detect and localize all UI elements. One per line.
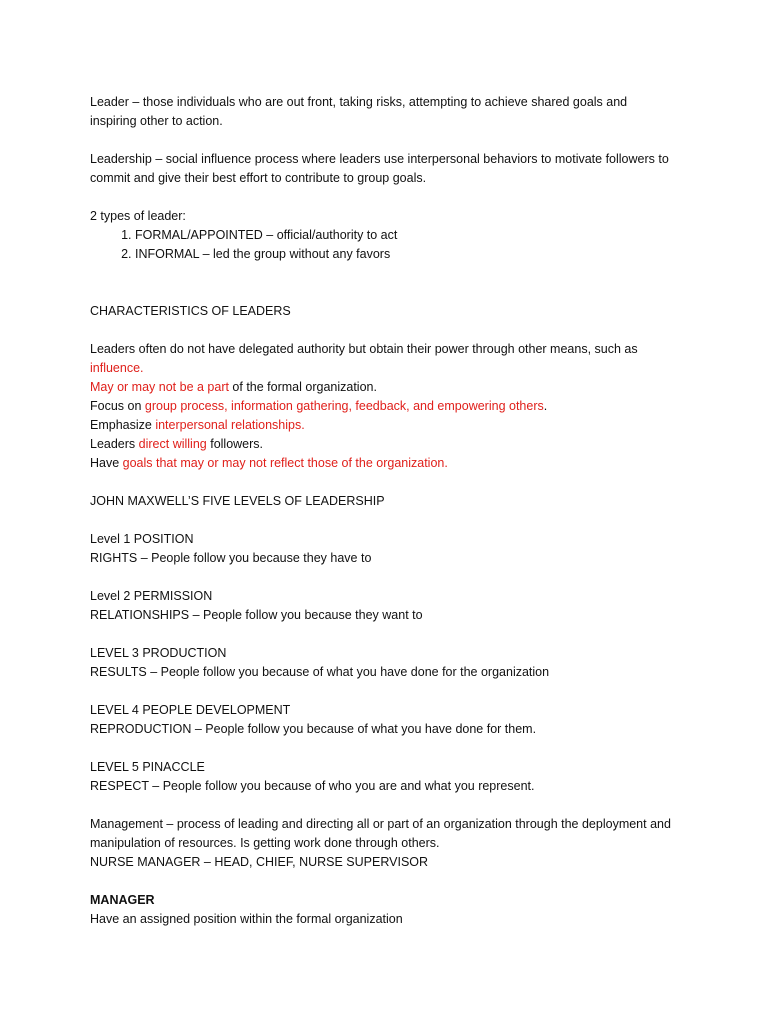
level-title: LEVEL 3 PRODUCTION (90, 646, 227, 660)
characteristic-line (90, 397, 672, 416)
list-item: 1. FORMAL/APPOINTED – official/authority to act (135, 226, 672, 245)
text-run: of the formal organization. (228, 380, 377, 394)
highlight-text: goals that may or may not reflect those of the organization. (122, 456, 448, 470)
highlight-text: direct willing (138, 437, 207, 451)
characteristic-line (90, 378, 672, 397)
characteristic-line (90, 435, 672, 454)
characteristic-line (90, 454, 672, 473)
level-description: RESPECT – People follow you because of who you are and what you represent. (90, 779, 535, 793)
level-description: RIGHTS – People follow you because they have to (90, 551, 372, 565)
highlight-text: group process, information gathering, feedback, and empowering others (144, 399, 544, 413)
highlight-text: influence. (90, 361, 144, 375)
level-title: LEVEL 4 PEOPLE DEVELOPMENT (90, 703, 291, 717)
text-run: Have (90, 456, 123, 470)
characteristic-line (90, 416, 672, 435)
characteristics-heading: CHARACTERISTICS OF LEADERS (90, 304, 291, 318)
leader-definition: Leader – those individuals who are out front, taking risks, attempting to achieve shared goals and inspiring other to action. (90, 95, 628, 128)
level-title: Level 1 POSITION (90, 532, 194, 546)
manager-line: Have an assigned position within the formal organization (90, 912, 403, 926)
types-list (90, 226, 672, 264)
characteristic-line (90, 340, 672, 378)
level-title: LEVEL 5 PINACCLE (90, 760, 205, 774)
leadership-definition: Leadership – social influence process where leaders use interpersonal behaviors to motivate followers to commit and give their best effort to contribute to group goals. (90, 152, 669, 185)
text-run: Leaders often do not have delegated authority but obtain their power through other means, such as (90, 342, 638, 356)
maxwell-heading: JOHN MAXWELL’S FIVE LEVELS OF LEADERSHIP (90, 494, 385, 508)
management-definition: Management – process of leading and directing all or part of an organization through the deployment and manipulation of resources. Is getting work done through others. (90, 817, 671, 850)
level-description: REPRODUCTION – People follow you because of what you have done for them. (90, 722, 537, 736)
text-run: Emphasize (90, 418, 156, 432)
text-run: Focus on (90, 399, 145, 413)
level-title: Level 2 PERMISSION (90, 589, 213, 603)
text-run: Leaders (90, 437, 139, 451)
text-run: followers. (206, 437, 264, 451)
list-item: 2. INFORMAL – led the group without any favors (135, 245, 672, 264)
nurse-manager-line: NURSE MANAGER – HEAD, CHIEF, NURSE SUPERVISOR (90, 855, 429, 869)
highlight-text: interpersonal relationships. (155, 418, 305, 432)
text-run: . (543, 399, 548, 413)
level-description: RELATIONSHIPS – People follow you because they want to (90, 608, 423, 622)
level-description: RESULTS – People follow you because of what you have done for the organization (90, 665, 550, 679)
types-heading: 2 types of leader: (90, 209, 186, 223)
highlight-text: May or may not be a part (90, 380, 229, 394)
manager-heading: MANAGER (90, 893, 155, 907)
